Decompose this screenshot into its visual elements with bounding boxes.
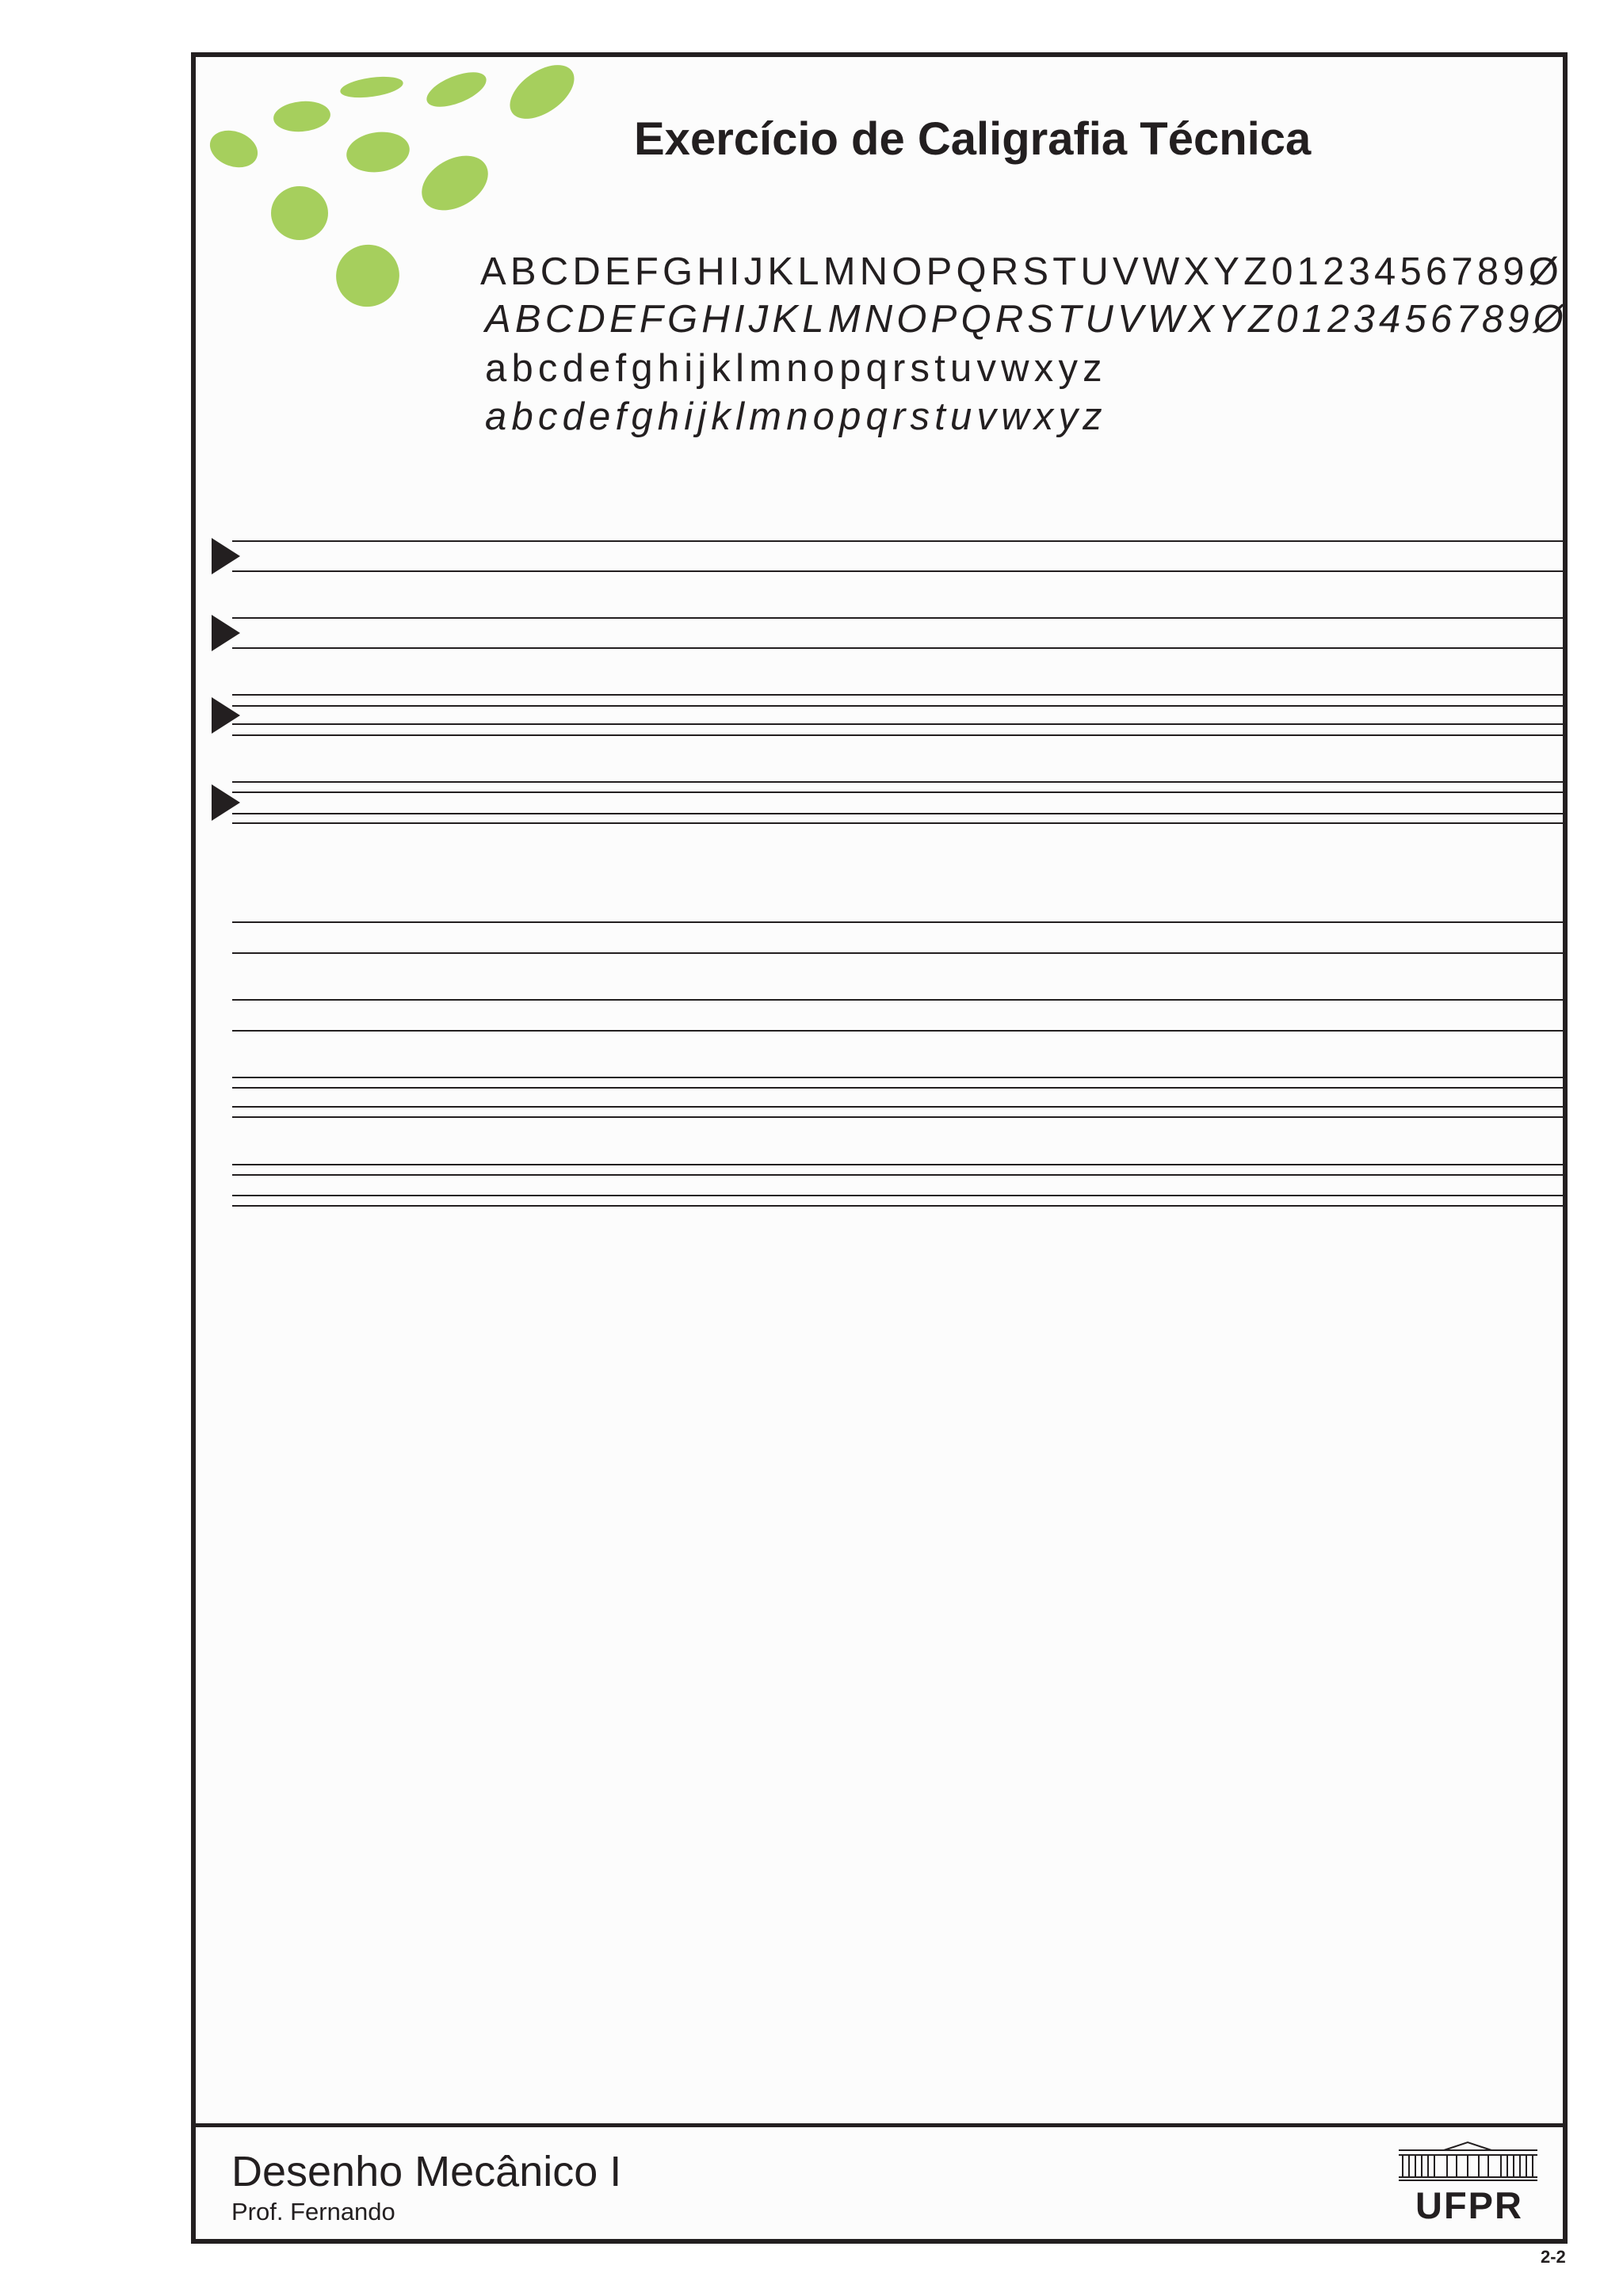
page-number: 2-2 (1541, 2247, 1566, 2267)
footer-divider (191, 2123, 1568, 2127)
page-title: Exercício de Caligrafia Técnica (634, 113, 1312, 165)
professor-name: Prof. Fernando (231, 2198, 395, 2225)
practice-line-group-1 (232, 541, 1568, 571)
practice-line-group-4 (232, 782, 1568, 823)
triangle-right-icon (212, 538, 240, 574)
triangle-right-icon (212, 784, 240, 821)
uppercase-upright-sample: ABCDEFGHIJKLMNOPQRSTUVWXYZ0123456789Ø (480, 250, 1564, 293)
practice-line-group-2 (232, 618, 1568, 648)
practice-line-group-8 (232, 1165, 1568, 1206)
triangle-right-icon (212, 615, 240, 651)
lowercase-upright-sample: abcdefghijklmnopqrstuvwxyz (485, 347, 1107, 390)
practice-line-group-3 (232, 695, 1568, 735)
practice-line-group-7 (232, 1077, 1568, 1117)
uppercase-italic-sample: ABCDEFGHIJKLMNOPQRSTUVWXYZ0123456789Ø (485, 298, 1568, 341)
ufpr-logo-text: UFPR (1415, 2184, 1523, 2226)
practice-line-group-5 (232, 922, 1568, 953)
triangle-right-icon (212, 697, 240, 734)
lowercase-italic-sample: abcdefghijklmnopqrstuvwxyz (485, 395, 1107, 438)
practice-line-group-6 (232, 1000, 1568, 1031)
course-title: Desenho Mecânico I (231, 2148, 622, 2195)
